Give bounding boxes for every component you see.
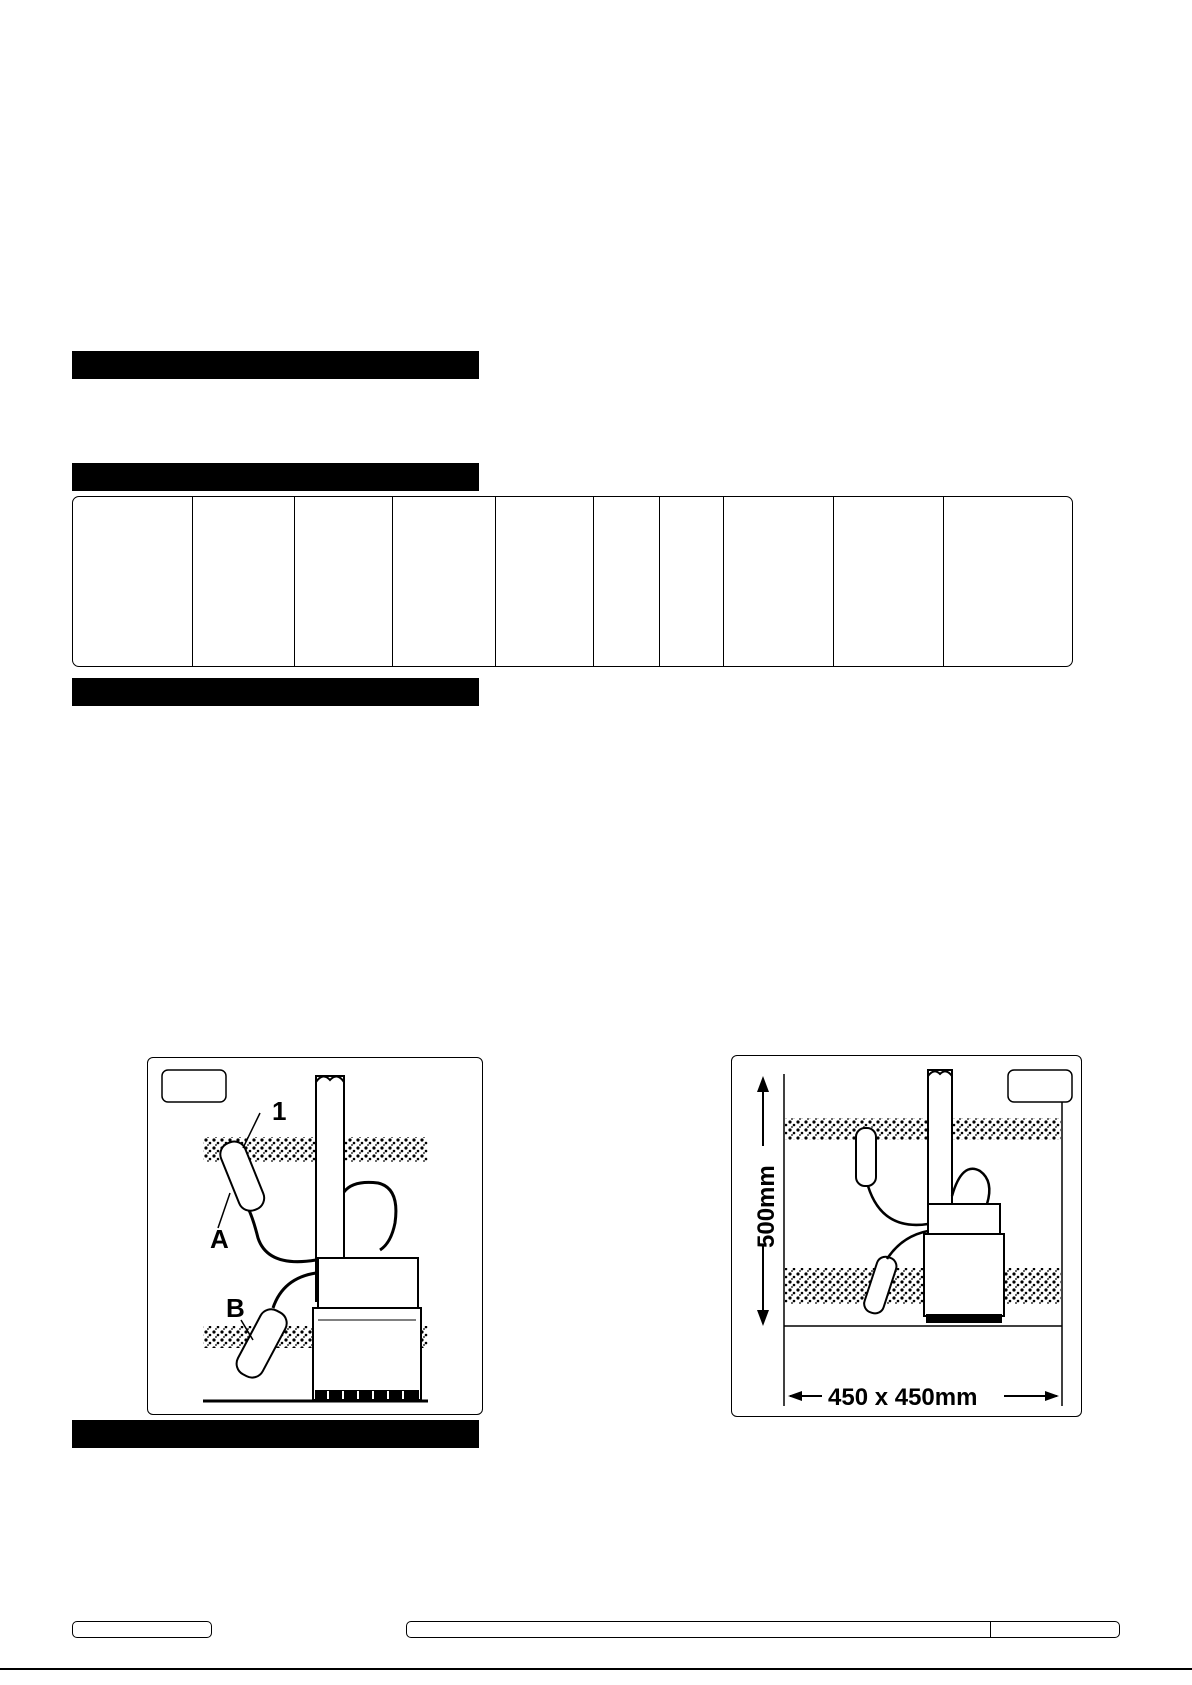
table-column-divider bbox=[392, 497, 393, 666]
height-dimension-label: 500mm bbox=[753, 1165, 780, 1248]
figure-number-box bbox=[162, 1070, 226, 1102]
figure-1-float-switch bbox=[147, 1057, 483, 1415]
table-column-divider bbox=[294, 497, 295, 666]
footer-model-box bbox=[72, 1621, 212, 1638]
bottom-rule bbox=[0, 1668, 1192, 1670]
callout-1: 1 bbox=[272, 1096, 287, 1126]
section-heading-bar-1 bbox=[72, 351, 479, 379]
specification-table bbox=[72, 496, 1073, 667]
table-column-divider bbox=[833, 497, 834, 666]
table-column-divider bbox=[723, 497, 724, 666]
figure-number-box bbox=[1008, 1070, 1072, 1102]
table-column-divider bbox=[659, 497, 660, 666]
table-column-divider bbox=[495, 497, 496, 666]
section-heading-bar-4 bbox=[72, 1420, 479, 1448]
callout-b: B bbox=[226, 1293, 245, 1323]
footer-divider bbox=[990, 1622, 991, 1637]
section-heading-bar-2 bbox=[72, 463, 479, 491]
callout-a: A bbox=[210, 1224, 229, 1254]
table-column-divider bbox=[192, 497, 193, 666]
sump-dimension-illustration bbox=[732, 1056, 1083, 1418]
footer-info-bar bbox=[406, 1621, 1120, 1638]
table-column-divider bbox=[943, 497, 944, 666]
section-heading-bar-3 bbox=[72, 678, 479, 706]
pump-float-illustration bbox=[148, 1058, 484, 1416]
table-column-divider bbox=[593, 497, 594, 666]
width-dimension-label: 450 x 450mm bbox=[828, 1384, 978, 1411]
figure-2-sump-dimensions bbox=[731, 1055, 1082, 1417]
